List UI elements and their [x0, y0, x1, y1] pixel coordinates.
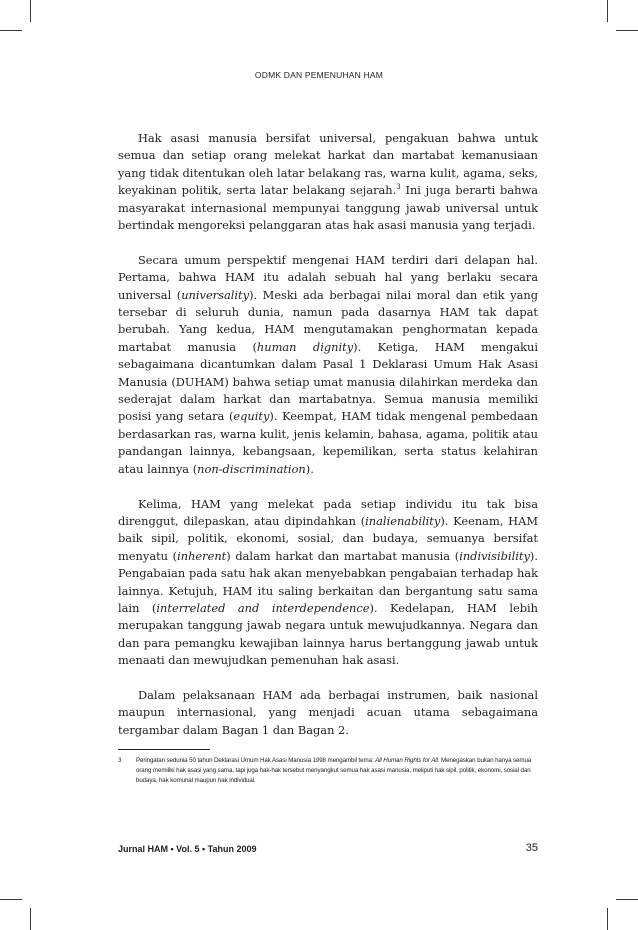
text-run: Hak asasi manusia bersifat universal, pengakuan bahwa untuk semua dan setiap orang melekat harkat dan martabat kemanusiaan yang tidak ditentukan oleh latar belakang ras, warna kulit, agama, seks, keyakinan politik, serta latar belakang sejarah. [118, 131, 538, 198]
text-run: Dalam pelaksanaan HAM ada berbagai instrumen, baik nasional maupun internasional, yang menjadi acuan utama sebagaimana tergambar dalam Bagan 1 dan Bagan 2. [118, 687, 538, 737]
text-run: ). Ketiga, HAM mengakui sebagaimana dicantumkan dalam Pasal 1 Deklarasi Umum Hak Asasi Manusia (DUHAM) bahwa setiap umat manusia dilahirkan merdeka dan sederajat dalam harkat dan martabatnya. Semua manusia memiliki posisi yang setara ( [118, 339, 538, 424]
text-run: Peringatan sedunia 50 tahun Deklarasi Umum Hak Asasi Manusia 1998 mengambil tema: [136, 757, 376, 764]
paragraph [118, 130, 538, 234]
footnote-rule [118, 749, 210, 750]
crop-mark [30, 0, 31, 22]
footnote-number: 3 [118, 757, 122, 764]
text-run: ). Kedelapan, HAM lebih merupakan tanggung jawab negara untuk mewujudkannya. Negara dan dan para pemangku kewajiban lainnya harus bertanggung jawab untuk menaati dan mewujudkan pemenuhan hak asasi. [118, 600, 539, 668]
text-run: ). Pengabaian pada satu hak akan menyebabkan pengabaian terhadap hak lainnya. Ketujuh, HAM itu saling berkaitan dan bergantung satu sama lain ( [118, 548, 538, 615]
italic-term: human dignity [256, 339, 354, 354]
italic-term: equity [233, 409, 270, 424]
crop-mark [0, 899, 22, 900]
text-run: Secara umum perspektif mengenai HAM terdiri dari delapan hal. Pertama, bahwa HAM itu adalah sebuah hal yang berlaku secara universal ( [118, 252, 538, 302]
text-run: ) dalam harkat dan martabat manusia ( [226, 548, 460, 563]
running-header: ODMK DAN PEMENUHAN HAM [254, 70, 384, 80]
footnote [118, 756, 538, 786]
italic-term: universality [181, 287, 250, 302]
italic-term: inalienability [365, 513, 441, 528]
footnote-text [136, 756, 538, 786]
page-number: 35 [525, 842, 538, 854]
paragraph [118, 687, 538, 739]
crop-mark [30, 908, 31, 930]
italic-term: All Human Rights for All [375, 757, 438, 764]
footnote-ref: 3 [396, 183, 401, 192]
text-run: . Menegaskan bukan hanya semua orang memiliki hak asasi yang sama, tapi juga hak-hak tersebut menyangkut semua hak asasi manusia, meliputi hak sipil, politik, ekonomi, sosial dan budaya, hak komunal maupun hak individual. [136, 757, 532, 784]
crop-mark [616, 899, 638, 900]
text-run: Kelima, HAM yang melekat pada setiap individu itu tak bisa direnggut, dilepaskan, atau dipindahkan ( [118, 496, 538, 528]
italic-term: interrelated and interdependence [156, 600, 370, 615]
crop-mark [616, 30, 638, 31]
italic-term: inherent [177, 548, 227, 563]
crop-mark [607, 908, 608, 930]
text-run: ). Keenam, HAM baik sipil, politik, ekonomi, sosial, dan budaya, semuanya bersifat menyatu ( [118, 513, 538, 563]
italic-term: indivisibility [459, 548, 530, 563]
crop-mark [607, 0, 608, 22]
body-text [118, 130, 538, 739]
italic-term: non-discrimination [197, 461, 306, 476]
paragraph [118, 252, 538, 478]
journal-footer: Jurnal HAM • Vol. 5 • Tahun 2009 [118, 844, 257, 854]
text-run: ). Keempat, HAM tidak mengenal pembedaan berdasarkan ras, warna kulit, jenis kelamin, bahasa, agama, politik atau pandangan lainnya, kebangsaan, kepemilikan, serta status kelahiran atau lainnya ( [118, 409, 538, 476]
paragraph [118, 496, 538, 670]
crop-mark [0, 30, 22, 31]
text-run: ). [305, 461, 314, 476]
text-run: ). Meski ada berbagai nilai moral dan etik yang tersebar di seluruh dunia, namun pada dasarnya HAM tak dapat berubah. Yang kedua, HAM mengutamakan penghormatan kepada martabat manusia ( [118, 287, 538, 354]
text-run: Ini juga berarti bahwa masyarakat internasional mempunyai tanggung jawab universal untuk bertindak mengoreksi pelanggaran atas hak asasi manusia yang terjadi. [118, 183, 538, 233]
